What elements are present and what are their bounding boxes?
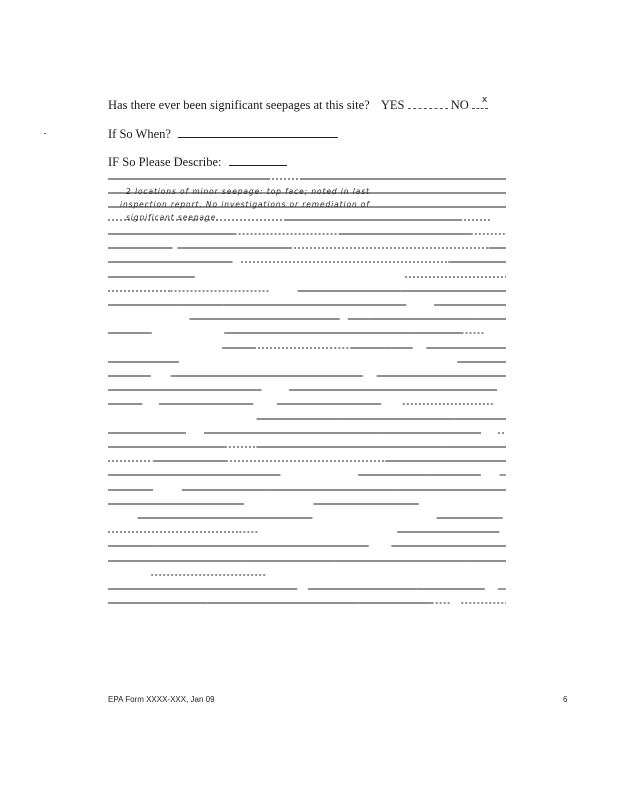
no-label: NO (450, 98, 469, 112)
form-identifier: EPA Form XXXX-XXX, Jan 09 (108, 695, 215, 704)
describe-question-text: IF So Please Describe: (108, 155, 222, 169)
handwritten-answer-line-1: 2 locations of minor seepage: top face; noted in last (126, 187, 370, 196)
handwritten-answer-line-2: inspection report. No investigations or remediation of (120, 200, 370, 209)
handwritten-answer-line-3: significant seepage. (126, 213, 220, 222)
yes-label: YES (380, 98, 405, 112)
no-check-mark: x (481, 95, 488, 105)
page-number: 6 (563, 695, 568, 704)
when-question-text: If So When? (108, 127, 171, 141)
seepage-question-text: Has there ever been significant seepages at this site? (108, 98, 370, 112)
